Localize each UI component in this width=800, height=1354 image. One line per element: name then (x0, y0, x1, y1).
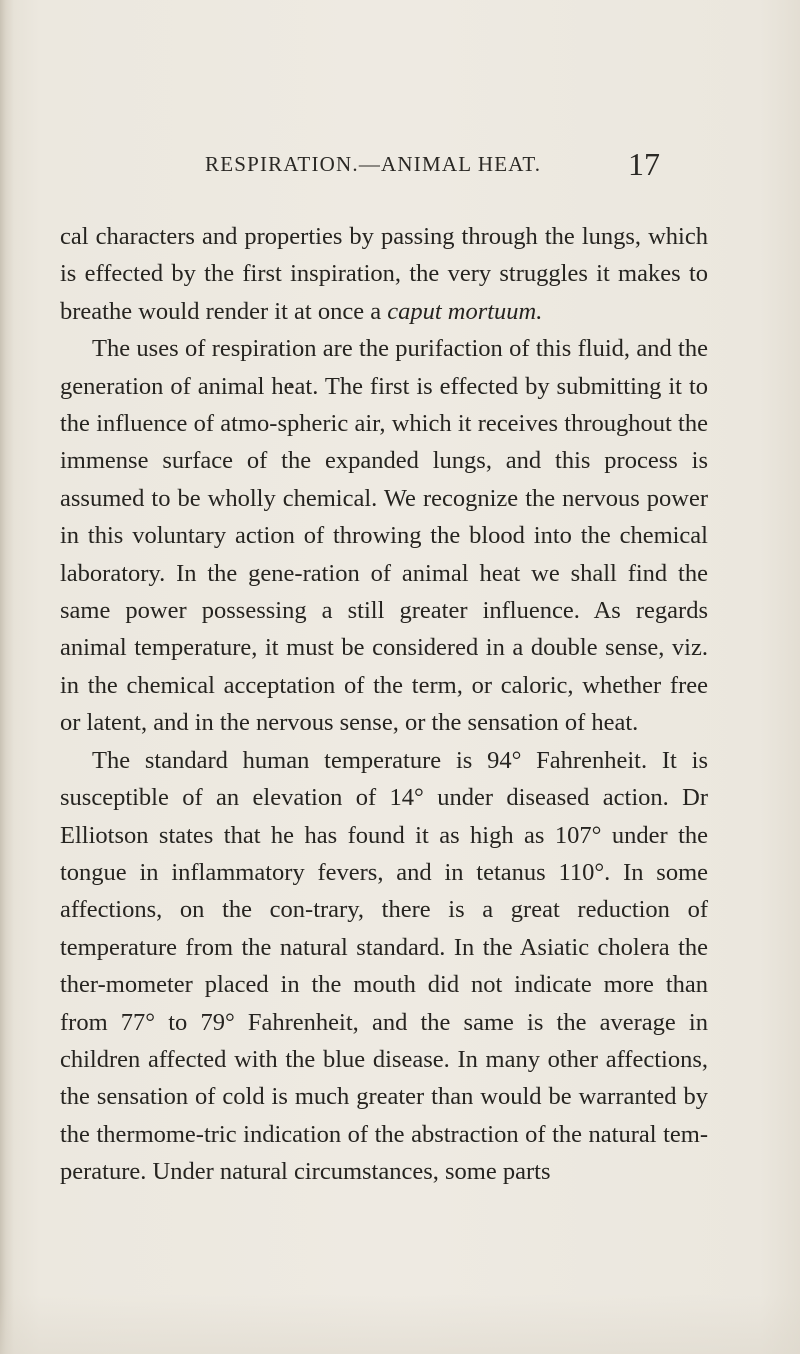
page-number: 17 (628, 146, 660, 182)
page-bottom-shade (0, 1294, 800, 1354)
paragraph-2: The uses of respiration are the purifaction of this fluid, and the generation of animal heat. The first is effected by submitting it to the influence of atmo-spheric air, which it receives throughout the immense surface of the expanded lungs, and this process is assumed to be wholly chemical. We recognize the nervous power in this voluntary action of throwing the blood into the chemical laboratory. In the gene-ration of animal heat we shall find the same power possessing a still greater influence. As regards animal temperature, it must be considered in a double sense, viz. in the chemical acceptation of the term, or caloric, whether free or latent, and in the nervous sense, or the sensation of heat. (60, 335, 708, 737)
body-text (60, 218, 708, 1191)
binding-gutter-shadow (0, 0, 14, 1354)
paragraph-3: The standard human temperature is 94° Fahrenheit. It is susceptible of an elevation of 14° under diseased action. Dr Elliotson states that he has found it as high as 107° under the tongue in inflammatory fevers, and in tetanus 110°. In some affections, on the con-trary, there is a great reduction of temperature from the natural standard. In the Asiatic cholera the ther-mometer placed in the mouth did not indicate more than from 77° to 79° Fahrenheit, and the same is the average in children affected with the blue disease. In many other affections, the sensation of cold is much greater than would be warranted by the thermome-tric indication of the abstraction of the natural tem-perature. Under natural circumstances, some parts (60, 746, 708, 1186)
running-title: RESPIRATION.—ANIMAL HEAT. (205, 152, 542, 176)
running-header (0, 146, 800, 186)
paragraph-1-text: cal characters and properties by passing through the lungs, which is effected by the first inspiration, the very struggles it makes to breathe would render it at once a (60, 223, 708, 325)
paragraph-1 (60, 218, 708, 330)
italic-phrase: caput mortuum. (387, 297, 543, 325)
